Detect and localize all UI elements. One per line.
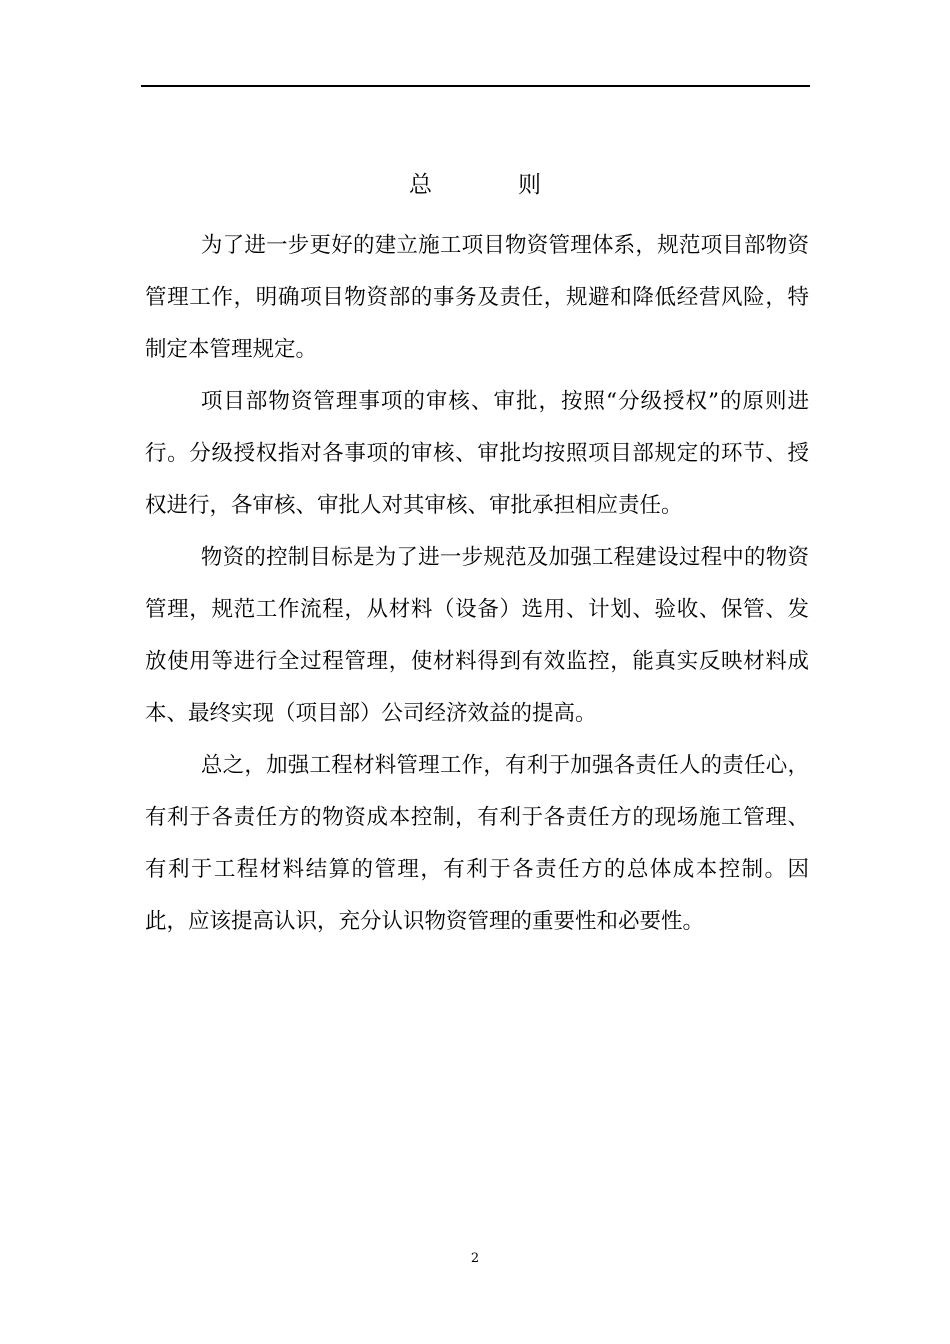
title-char-left: 总 [409,172,432,198]
paragraph-summary: 总之，加强工程材料管理工作，有利于加强各责任人的责任心，有利于各责任方的物资成本控制，有利于各责任方的现场施工管理、有利于工程材料结算的管理，有利于各责任方的总体成本控制。因此，应该提高认识，充分认识物资管理的重要性和必要性。 [145,753,809,934]
page-title [0,170,950,200]
paragraph-control-objectives: 物资的控制目标是为了进一步规范及加强工程建设过程中的物资管理，规范工作流程，从材料（设备）选用、计划、验收、保管、发放使用等进行全过程管理，使材料得到有效监控，能真实反映材料成本、最终实现（项目部）公司经济效益的提高。 [145,545,809,726]
paragraph-authorization: 项目部物资管理事项的审核、审批，按照“分级授权”的原则进行。分级授权指对各事项的审核、审批均按照项目部规定的环节、授权进行，各审核、审批人对其审核、审批承担相应责任。 [145,389,809,518]
header-rule [141,85,810,87]
document-body [145,220,809,948]
title-char-right: 则 [518,172,541,198]
paragraph-purpose: 为了进一步更好的建立施工项目物资管理体系，规范项目部物资管理工作，明确项目物资部的事务及责任，规避和降低经营风险，特制定本管理规定。 [145,233,809,362]
page-number: 2 [470,1251,480,1266]
